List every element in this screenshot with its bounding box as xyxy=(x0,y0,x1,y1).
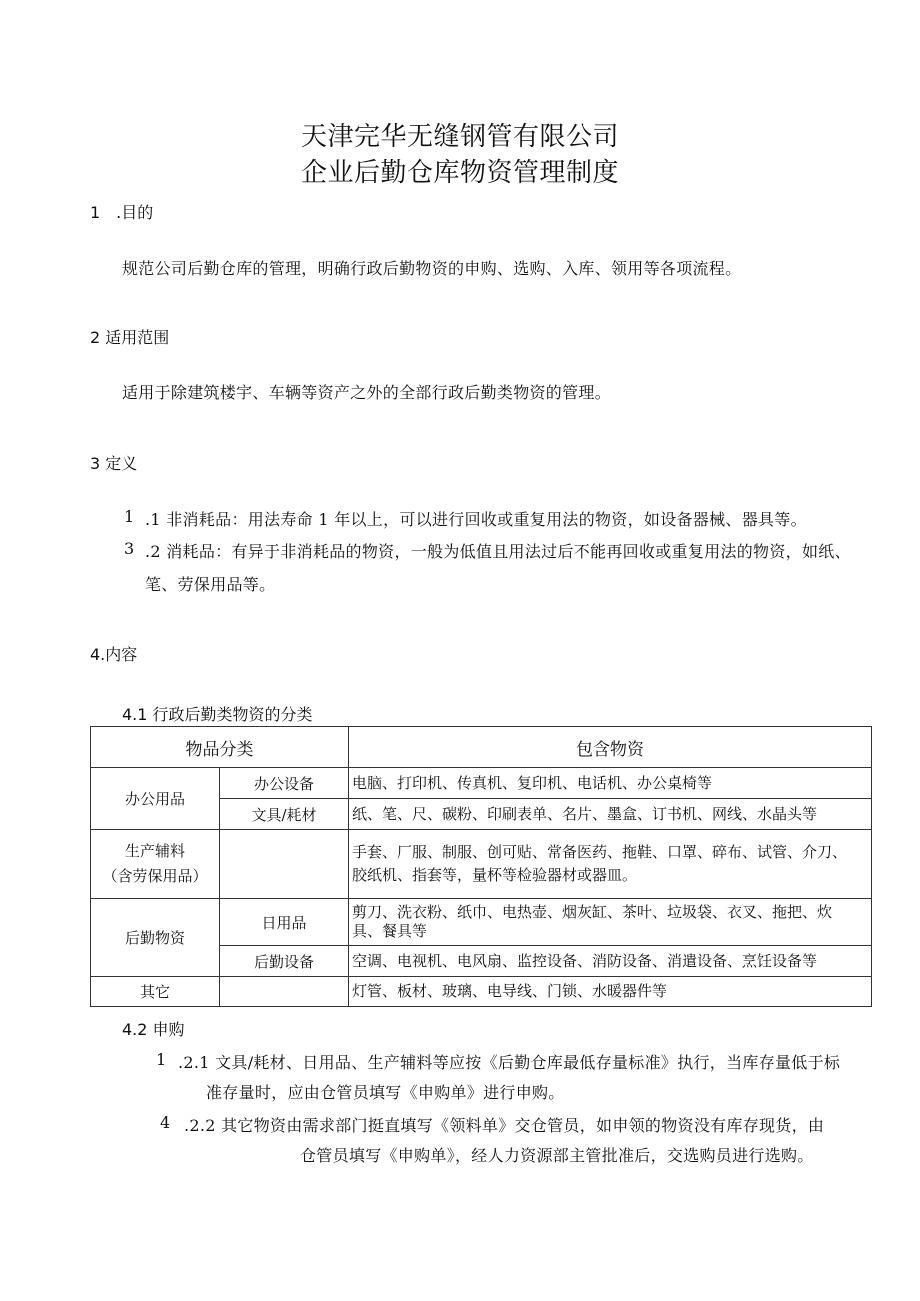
table-row xyxy=(91,977,872,1007)
items-line: 剪刀、洗衣粉、纸巾、电热壶、烟灰缸、茶叶、垃圾袋、衣叉、拖把、炊 xyxy=(352,903,833,921)
table-row xyxy=(91,830,872,899)
category-cell xyxy=(91,830,220,899)
items-line: 具、餐具等 xyxy=(352,922,428,940)
subsection-4-2-heading: 4.2 申购 xyxy=(122,1020,185,1039)
category-cell: 其它 xyxy=(91,977,220,1007)
items-cell: 空调、电视机、电风扇、监控设备、消防设备、消遣设备、烹饪设备等 xyxy=(349,946,872,977)
category-cell: 后勤物资 xyxy=(91,899,220,977)
document-title-policy: 企业后勤仓库物资管理制度 xyxy=(300,158,619,188)
items-line: 手套、厂服、制服、创可贴、常备医药、拖鞋、口罩、碎布、试管、介刀、 xyxy=(352,843,848,861)
subcategory-cell: 后勤设备 xyxy=(220,946,349,977)
table-row xyxy=(91,899,872,946)
section-2-heading: 2 适用范围 xyxy=(90,328,170,347)
items-cell xyxy=(349,830,872,899)
section-4-heading: 4.内容 xyxy=(90,645,138,664)
procurement-rule-1-continued: 准存量时，应由仓管员填写《申购单》进行申购。 xyxy=(206,1083,565,1102)
subcategory-cell: 办公设备 xyxy=(220,768,349,799)
section-1-body: 规范公司后勤仓库的管理，明确行政后勤物资的申购、选购、入库、领用等各项流程。 xyxy=(122,259,742,278)
section-3-heading: 3 定义 xyxy=(90,454,138,473)
procurement-rule-2-continued: 仓管员填写《申购单》，经人力资源部主管批准后，交选购员进行选购。 xyxy=(300,1146,814,1165)
definition-consumables-continued: 笔、劳保用品等。 xyxy=(145,575,276,594)
definition-number: 3 xyxy=(124,539,135,558)
table-header-row xyxy=(91,727,872,768)
procurement-rule-1: .2.1 文具/耗材、日用品、生产辅料等应按《后勤仓库最低存量标准》执行，当库存量低于标 xyxy=(178,1053,841,1072)
category-cell: 办公用品 xyxy=(91,768,220,830)
section-1-heading: 1 .目的 xyxy=(90,203,154,222)
table-row xyxy=(91,768,872,799)
procurement-number: 1 xyxy=(156,1050,167,1069)
items-cell: 灯管、板材、玻璃、电导线、门锁、水暖器件等 xyxy=(349,977,872,1007)
classification-table xyxy=(90,726,872,1007)
items-cell: 纸、笔、尺、碳粉、印刷表单、名片、墨盒、订书机、网线、水晶头等 xyxy=(349,799,872,830)
document-title-company: 天津完华无缝钢管有限公司 xyxy=(300,122,619,152)
table-header-items: 包含物资 xyxy=(349,727,872,768)
category-name: 生产辅料 xyxy=(124,842,185,860)
category-note: （含劳保用品） xyxy=(102,867,208,885)
subsection-4-1-heading: 4.1 行政后勤类物资的分类 xyxy=(122,705,313,724)
items-line: 胶纸机、指套等，量杯等检验器材或器皿。 xyxy=(352,866,638,884)
subcategory-cell: 文具/耗材 xyxy=(220,799,349,830)
subcategory-cell: 日用品 xyxy=(220,899,349,946)
procurement-rule-2: .2.2 其它物资由需求部门挺直填写《领料单》交仓管员，如申领的物资没有库存现货，由 xyxy=(184,1116,825,1135)
definition-non-consumables: .1 非消耗品：用法寿命 1 年以上，可以进行回收或重复用法的物资，如设备器械、器具等。 xyxy=(145,510,807,529)
subcategory-cell-empty xyxy=(220,830,349,899)
table-header-category: 物品分类 xyxy=(91,727,349,768)
definition-consumables: .2 消耗品：有异于非消耗品的物资，一般为低值且用法过后不能再回收或重复用法的物资，如纸、 xyxy=(145,542,851,561)
items-cell xyxy=(349,899,872,946)
items-cell: 电脑、打印机、传真机、复印机、电话机、办公桌椅等 xyxy=(349,768,872,799)
subcategory-cell-empty xyxy=(220,977,349,1007)
definition-number: 1 xyxy=(124,507,135,526)
section-2-body: 适用于除建筑楼宇、车辆等资产之外的全部行政后勤类物资的管理。 xyxy=(122,383,612,402)
procurement-number: 4 xyxy=(160,1113,171,1132)
